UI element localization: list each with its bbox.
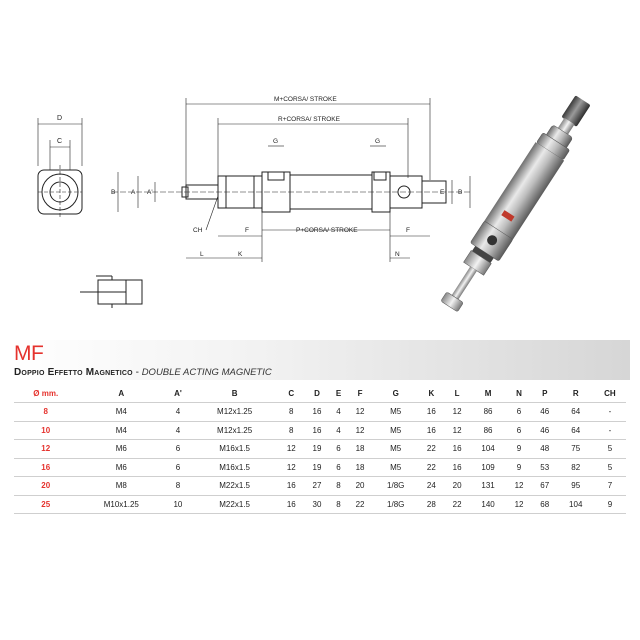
table-header-row [14, 385, 626, 403]
subtitle-separator: - [132, 367, 142, 378]
col-header: L [444, 385, 470, 403]
table-cell: 8 [278, 421, 304, 440]
col-header: B [191, 385, 279, 403]
dim-f-label-1: F [245, 227, 249, 234]
end-view [38, 118, 82, 219]
table-cell: 28 [419, 495, 445, 514]
table-cell: 6 [330, 458, 347, 477]
table-cell: 6 [165, 440, 191, 459]
table-cell: 12 [278, 440, 304, 459]
col-header: G [373, 385, 419, 403]
table-cell: 4 [165, 421, 191, 440]
table-cell: M5 [373, 458, 419, 477]
dimensions-table [14, 385, 626, 514]
table-cell: 8 [165, 477, 191, 496]
dim-f-label-2: F [406, 227, 410, 234]
dim-c-label: C [57, 138, 63, 145]
table-cell: 1/8G [373, 495, 419, 514]
table-cell: 4 [165, 403, 191, 422]
table-cell: 24 [419, 477, 445, 496]
table-cell: 16 [278, 477, 304, 496]
table-cell: 12 [506, 477, 532, 496]
col-header: R [558, 385, 594, 403]
table-cell: - [594, 403, 626, 422]
table-cell: 7 [594, 477, 626, 496]
table-cell: 104 [470, 440, 506, 459]
table-cell: M16x1.5 [191, 440, 279, 459]
table-cell: 19 [304, 440, 330, 459]
table-cell: 30 [304, 495, 330, 514]
table-cell: 68 [532, 495, 558, 514]
table-cell: 6 [330, 440, 347, 459]
dim-ch-label: CH [193, 227, 203, 234]
table-cell: M5 [373, 403, 419, 422]
table-cell: 6 [506, 421, 532, 440]
table-cell: M6 [77, 458, 165, 477]
dim-g-label-2: G [375, 138, 381, 145]
dim-l-label: L [200, 251, 204, 258]
table-cell: 18 [347, 458, 373, 477]
table-cell: 5 [594, 458, 626, 477]
table-cell: 18 [347, 440, 373, 459]
side-view [112, 172, 470, 212]
table-cell: M16x1.5 [191, 458, 279, 477]
col-header: K [419, 385, 445, 403]
product-subtitle [14, 367, 272, 378]
table-cell: M4 [77, 421, 165, 440]
table-cell: 9 [594, 495, 626, 514]
table-cell: 22 [444, 495, 470, 514]
table-cell: M6 [77, 440, 165, 459]
table-cell: 16 [419, 403, 445, 422]
table-cell: 12 [506, 495, 532, 514]
table-cell: 8 [278, 403, 304, 422]
table-cell: 75 [558, 440, 594, 459]
table-row [14, 458, 626, 477]
table-cell: 8 [330, 495, 347, 514]
table-cell: 104 [558, 495, 594, 514]
table-cell: 1/8G [373, 477, 419, 496]
col-header: Ø mm. [14, 385, 77, 403]
dim-a-label: A [131, 189, 136, 196]
col-header: N [506, 385, 532, 403]
table-cell: 27 [304, 477, 330, 496]
table-cell: 5 [594, 440, 626, 459]
table-cell: 109 [470, 458, 506, 477]
table-cell: 22 [419, 458, 445, 477]
table-cell: 19 [304, 458, 330, 477]
table-row [14, 495, 626, 514]
table-cell: 53 [532, 458, 558, 477]
dim-r-label: R+CORSA/ STROKE [278, 116, 340, 123]
table-cell: M10x1.25 [77, 495, 165, 514]
table-cell: 20 [347, 477, 373, 496]
col-header: CH [594, 385, 626, 403]
cylinder-photo [435, 91, 597, 316]
dim-n-label: N [395, 251, 400, 258]
col-header: A [77, 385, 165, 403]
table-cell: 12 [444, 403, 470, 422]
table-cell: M5 [373, 421, 419, 440]
product-code: MF [14, 342, 44, 365]
table-cell: 9 [506, 440, 532, 459]
table-cell: 22 [419, 440, 445, 459]
table-cell: 86 [470, 421, 506, 440]
table-cell: 6 [165, 458, 191, 477]
table-cell: 20 [14, 477, 77, 496]
col-header: F [347, 385, 373, 403]
table-cell: 95 [558, 477, 594, 496]
col-header: D [304, 385, 330, 403]
table-cell: 12 [347, 421, 373, 440]
table-cell: 8 [14, 403, 77, 422]
table-cell: 46 [532, 421, 558, 440]
table-cell: 16 [444, 458, 470, 477]
dim-p-label: P+CORSA/ STROKE [296, 227, 358, 234]
col-header: C [278, 385, 304, 403]
table-cell: 10 [165, 495, 191, 514]
table-cell: 16 [304, 421, 330, 440]
table-cell: 8 [330, 477, 347, 496]
table-row [14, 421, 626, 440]
dim-k-label: K [238, 251, 243, 258]
table-cell: 46 [532, 403, 558, 422]
subtitle-english: DOUBLE ACTING MAGNETIC [141, 367, 272, 378]
dim-b-label: B [111, 189, 116, 196]
table-cell: 10 [14, 421, 77, 440]
table-row [14, 440, 626, 459]
table-cell: M5 [373, 440, 419, 459]
table-cell: 12 [347, 403, 373, 422]
table-cell: 16 [444, 440, 470, 459]
table-cell: 12 [278, 458, 304, 477]
table-cell: 131 [470, 477, 506, 496]
dim-m-label: M+CORSA/ STROKE [274, 96, 337, 103]
table-cell: - [594, 421, 626, 440]
table-cell: 6 [506, 403, 532, 422]
table-cell: 12 [14, 440, 77, 459]
table-row [14, 403, 626, 422]
table-cell: 22 [347, 495, 373, 514]
table-cell: M4 [77, 403, 165, 422]
table-cell: 4 [330, 421, 347, 440]
table-cell: 25 [14, 495, 77, 514]
table-cell: 82 [558, 458, 594, 477]
table-cell: M12x1.25 [191, 421, 279, 440]
table-cell: 9 [506, 458, 532, 477]
table-cell: 64 [558, 403, 594, 422]
dim-a1-label: A' [147, 189, 153, 196]
table-cell: 140 [470, 495, 506, 514]
table-cell: 12 [444, 421, 470, 440]
col-header: E [330, 385, 347, 403]
table-cell: 16 [304, 403, 330, 422]
table-cell: M12x1.25 [191, 403, 279, 422]
col-header: A' [165, 385, 191, 403]
col-header: P [532, 385, 558, 403]
dim-e-label: E [440, 189, 445, 196]
dim-g-label-1: G [273, 138, 279, 145]
table-cell: M22x1.5 [191, 477, 279, 496]
table-cell: 16 [278, 495, 304, 514]
table-cell: 64 [558, 421, 594, 440]
dim-d-label: D [57, 115, 63, 122]
table-cell: 20 [444, 477, 470, 496]
table-cell: M8 [77, 477, 165, 496]
table-cell: 16 [14, 458, 77, 477]
table-cell: 86 [470, 403, 506, 422]
table-row [14, 477, 626, 496]
table-cell: 16 [419, 421, 445, 440]
table-cell: M22x1.5 [191, 495, 279, 514]
subtitle-main: Doppio Effetto Magnetico [14, 367, 133, 378]
table-cell: 48 [532, 440, 558, 459]
table-cell: 4 [330, 403, 347, 422]
table-cell: 67 [532, 477, 558, 496]
dim-b2-label: B [458, 189, 463, 196]
col-header: M [470, 385, 506, 403]
pneumatic-symbol [80, 276, 142, 308]
